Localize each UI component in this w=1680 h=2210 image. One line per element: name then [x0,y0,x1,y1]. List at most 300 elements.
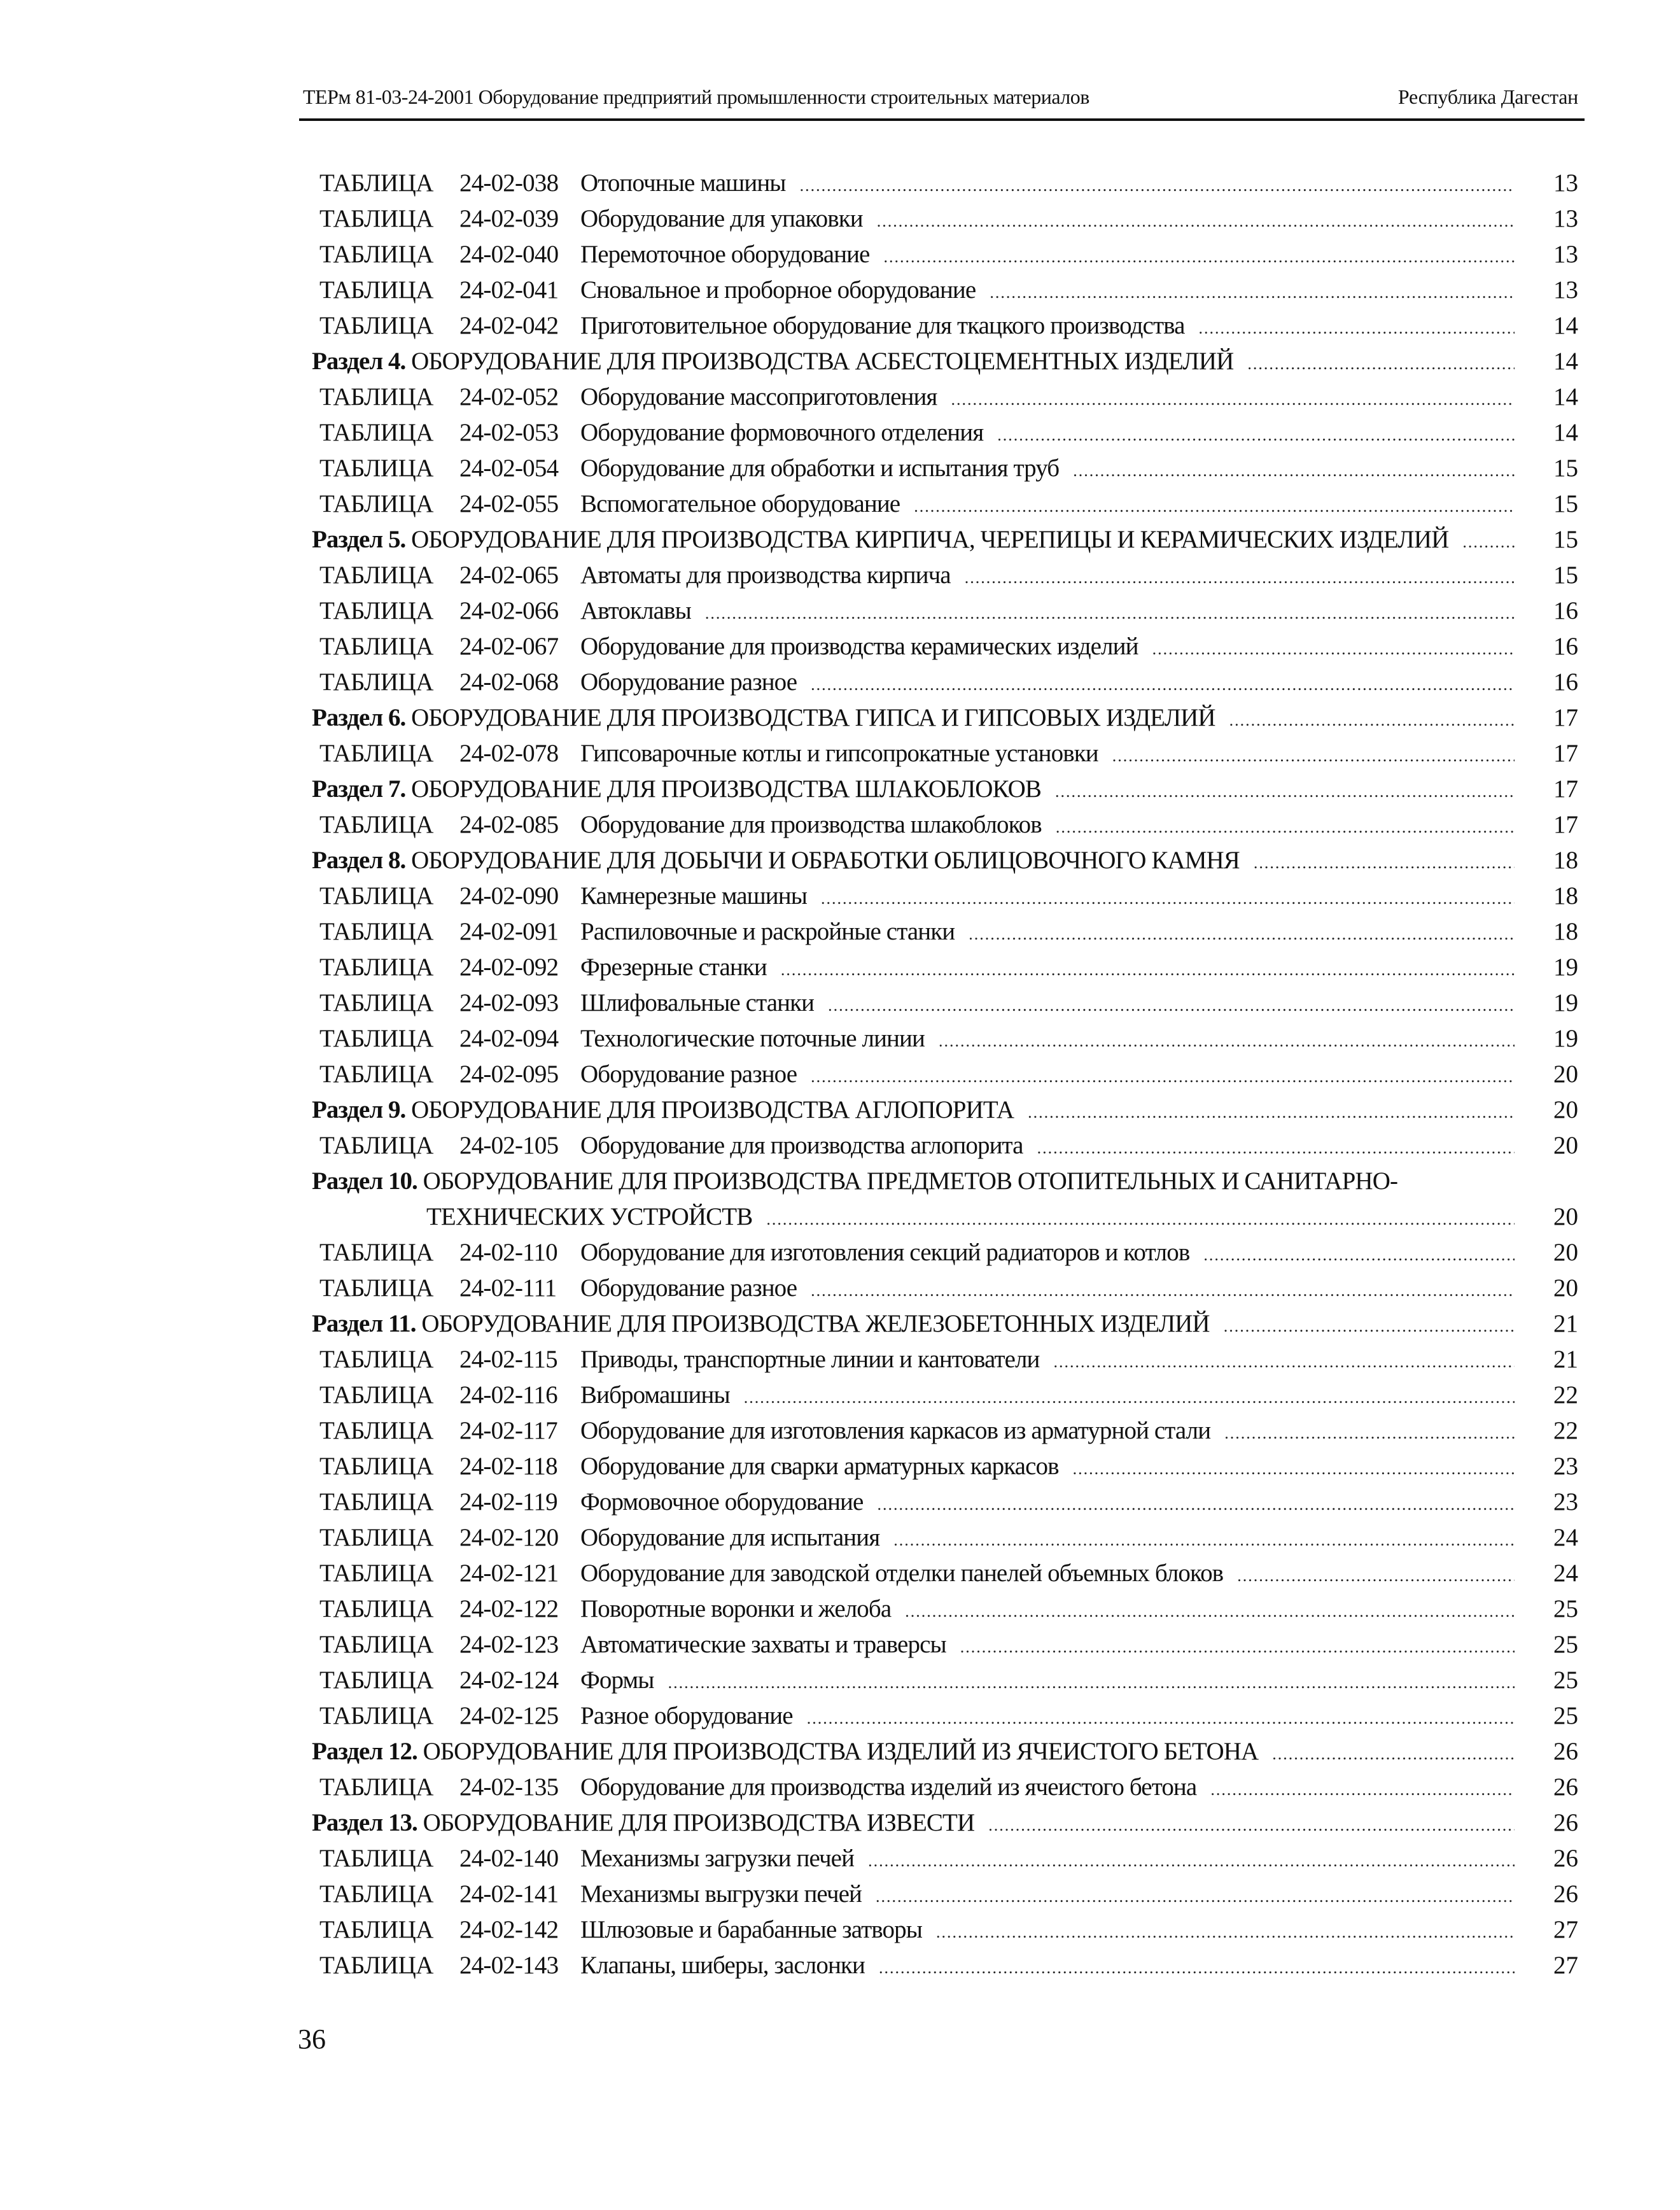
toc-table-entry[interactable] [312,950,1585,985]
entry-title-leader [312,344,1515,382]
dot-leader [811,1059,1515,1095]
table-title: Автоматические захваты и траверсы [580,1631,946,1658]
toc-table-entry[interactable] [312,593,1585,629]
table-code: 24-02-065 [459,561,559,589]
dot-leader [883,239,1515,275]
table-code: 24-02-116 [459,1381,557,1409]
toc-section-entry[interactable] [312,344,1585,379]
entry-title-leader [580,1021,1515,1059]
table-code: 24-02-121 [459,1559,559,1587]
table-title: Автоматы для производства кирпича [580,561,951,589]
table-title: Камнерезные машины [580,882,807,910]
entry-kind: ТАБЛИЦА [319,1132,433,1159]
toc-table-entry[interactable] [312,807,1585,843]
table-title: Оборудование для сварки арматурных каркасов [580,1453,1059,1480]
entry-title-leader [312,1805,1515,1843]
entry-kind: ТАБЛИЦА [319,419,433,446]
entry-kind: ТАБЛИЦА [319,1952,433,1979]
entry-title-leader [580,1377,1515,1416]
entry-title-leader [580,1270,1515,1309]
dot-leader [939,1024,1515,1059]
toc-table-entry[interactable] [312,1770,1585,1805]
entry-kind: ТАБЛИЦА [319,561,433,589]
entry-title-leader [580,1591,1515,1629]
entry-title-leader [580,201,1515,239]
section-heading [312,1164,1397,1199]
section-label: Раздел 9. [312,1096,406,1123]
entry-kind: ТАБЛИЦА [319,241,433,268]
toc-table-entry[interactable] [312,1128,1585,1164]
table-title: Приготовительное оборудование для ткацкого производства [580,312,1185,339]
entry-kind: ТАБЛИЦА [319,205,433,232]
toc-table-entry[interactable] [312,308,1585,344]
entry-title-leader [580,308,1515,346]
entry-kind: ТАБЛИЦА [319,1488,433,1516]
entry-kind: ТАБЛИЦА [319,918,433,945]
section-heading [312,1805,974,1841]
dot-leader [1210,1772,1515,1808]
table-title: Технологические поточные линии [580,1025,925,1052]
entry-kind: ТАБЛИЦА [319,989,433,1017]
toc-table-entry[interactable] [312,1876,1585,1912]
page-ref: 19 [1553,954,1578,981]
table-title: Автоклавы [580,597,691,624]
entry-kind: ТАБЛИЦА [319,811,433,838]
section-heading [312,700,1215,736]
entry-kind: ТАБЛИЦА [319,597,433,624]
page-ref: 25 [1553,1666,1578,1694]
toc-section-entry[interactable] [312,1805,1585,1841]
entry-kind: ТАБЛИЦА [319,1702,433,1729]
section-title-line2: ТЕХНИЧЕСКИХ УСТРОЙСТВ [426,1203,753,1230]
dot-leader [811,1273,1515,1309]
entry-title-leader [580,1876,1515,1915]
toc-table-entry[interactable] [312,878,1585,914]
table-code: 24-02-042 [459,312,559,339]
dot-leader [876,1879,1515,1915]
dot-leader [877,1487,1515,1523]
page-ref: 14 [1553,383,1578,411]
section-label: Раздел 12. [312,1738,417,1765]
toc-table-entry[interactable] [312,272,1585,308]
table-title: Оборудование для изготовления каркасов из арматурной стали [580,1417,1211,1444]
section-label: Раздел 8. [312,847,406,874]
entry-kind: ТАБЛИЦА [319,454,433,482]
entry-kind: ТАБЛИЦА [319,1417,433,1444]
dot-leader [811,667,1515,703]
section-title: ОБОРУДОВАНИЕ ДЛЯ ПРОИЗВОДСТВА ГИПСА И ГИПСОВЫХ ИЗДЕЛИЙ [411,704,1215,731]
entry-kind: ТАБЛИЦА [319,1025,433,1052]
table-title: Оборудование массоприготовления [580,383,937,411]
table-code: 24-02-123 [459,1631,559,1658]
table-code: 24-02-095 [459,1060,559,1088]
table-code: 24-02-110 [459,1239,557,1266]
entry-kind: ТАБЛИЦА [319,1880,433,1908]
entry-title-leader [580,950,1515,988]
entry-kind: ТАБЛИЦА [319,1239,433,1266]
entry-title-leader [312,771,1515,810]
dot-leader [1224,1309,1515,1344]
toc-section-entry[interactable] [312,1306,1585,1342]
dot-leader [1152,631,1515,667]
dot-leader [868,1843,1515,1879]
toc-table-entry[interactable] [312,415,1585,451]
table-title: Гипсоварочные котлы и гипсопрокатные установки [580,740,1098,767]
page-ref: 20 [1553,1203,1578,1230]
toc-table-entry[interactable] [312,914,1585,950]
entry-title-leader [580,629,1515,667]
dot-leader [828,988,1515,1024]
entry-kind: ТАБЛИЦА [319,383,433,411]
section-title: ОБОРУДОВАНИЕ ДЛЯ ПРОИЗВОДСТВА ШЛАКОБЛОКОВ [411,775,1041,803]
table-title: Клапаны, шиберы, заслонки [580,1952,865,1979]
page-ref: 19 [1553,989,1578,1017]
entry-title-leader [580,1912,1515,1950]
section-label: Раздел 13. [312,1809,417,1836]
entry-title-leader [580,1057,1515,1095]
entry-kind: ТАБЛИЦА [319,1631,433,1658]
page-ref: 18 [1553,918,1578,945]
dot-leader [1028,1095,1515,1130]
dot-leader [1203,1237,1515,1273]
section-title: ОБОРУДОВАНИЕ ДЛЯ ПРОИЗВОДСТВА ИЗДЕЛИЙ ИЗ ЯЧЕИСТОГО БЕТОНА [423,1738,1259,1765]
entry-kind: ТАБЛИЦА [319,1666,433,1694]
toc-table-entry[interactable] [312,1556,1585,1591]
dot-leader [1056,810,1515,845]
entry-kind: ТАБЛИЦА [319,1524,433,1551]
dot-leader [877,204,1515,239]
entry-title-leader [312,700,1515,738]
entry-title-leader [580,272,1515,311]
entry-kind: ТАБЛИЦА [319,1916,433,1943]
page-ref: 18 [1553,847,1578,874]
entry-kind: ТАБЛИЦА [319,1595,433,1622]
table-code: 24-02-125 [459,1702,559,1729]
page-ref: 16 [1553,668,1578,696]
table-code: 24-02-120 [459,1524,559,1551]
toc-table-entry[interactable] [312,451,1585,486]
table-of-contents [312,165,1585,1983]
page-ref: 26 [1553,1809,1578,1836]
toc-table-entry[interactable] [312,1912,1585,1948]
table-code: 24-02-091 [459,918,559,945]
dot-leader [821,881,1515,917]
table-title: Оборудование для производства керамических изделий [580,633,1138,660]
section-title: ОБОРУДОВАНИЕ ДЛЯ ПРОИЗВОДСТВА ИЗВЕСТИ [423,1809,975,1836]
section-label: Раздел 11. [312,1310,416,1337]
dot-leader [1055,774,1515,810]
dot-leader [951,382,1515,418]
table-title: Оборудование для производства шлакоблоков [580,811,1042,838]
table-code: 24-02-143 [459,1952,559,1979]
dot-leader [1199,311,1515,346]
page-ref: 13 [1553,169,1578,197]
dot-leader [1229,703,1515,738]
table-code: 24-02-053 [459,419,559,446]
table-code: 24-02-142 [459,1916,559,1943]
entry-kind: ТАБЛИЦА [319,882,433,910]
table-code: 24-02-066 [459,597,559,624]
table-title: Механизмы загрузки печей [580,1845,855,1872]
dot-leader [800,168,1515,204]
section-heading [312,843,1240,878]
entry-title-leader [580,1235,1515,1273]
entry-kind: ТАБЛИЦА [319,169,433,197]
page-ref: 19 [1553,1025,1578,1052]
section-heading [312,344,1233,379]
entry-title-leader [580,1413,1515,1451]
page-ref: 21 [1553,1346,1578,1373]
entry-kind: ТАБЛИЦА [319,740,433,767]
toc-table-entry[interactable] [312,629,1585,665]
section-label: Раздел 6. [312,704,406,731]
page-ref: 20 [1553,1132,1578,1159]
page-ref: 22 [1553,1381,1578,1409]
page-ref: 23 [1553,1488,1578,1516]
table-code: 24-02-067 [459,633,559,660]
entry-title-leader [580,451,1515,489]
toc-section-entry[interactable] [312,1164,1585,1199]
table-title: Шлюзовые и барабанные затворы [580,1916,923,1943]
entry-title-leader [580,1627,1515,1665]
dot-leader [1112,738,1515,774]
page-ref: 23 [1553,1453,1578,1480]
section-title: ОБОРУДОВАНИЕ ДЛЯ ПРОИЗВОДСТВА АСБЕСТОЦЕМЕНТНЫХ ИЗДЕЛИЙ [411,348,1234,375]
header-document-title: ТЕРм 81-03-24-2001 Оборудование предприятий промышленности строительных материалов [303,85,1089,108]
dot-leader [1272,1736,1515,1772]
toc-table-entry[interactable] [312,1057,1585,1092]
toc-table-entry[interactable] [312,1270,1585,1306]
dot-leader [705,596,1515,631]
page-ref: 15 [1553,454,1578,482]
toc-section-entry[interactable] [312,700,1585,736]
entry-title-leader [580,807,1515,845]
toc-section-entry[interactable] [312,1092,1585,1128]
toc-table-entry[interactable] [312,486,1585,522]
section-label: Раздел 5. [312,526,406,553]
table-code: 24-02-094 [459,1025,559,1052]
dot-leader [879,1950,1515,1986]
toc-table-entry[interactable] [312,1377,1585,1413]
page-number: 36 [298,2023,326,2055]
entry-kind: ТАБЛИЦА [319,1381,433,1409]
table-title: Фрезерные станки [580,954,767,981]
entry-title-leader [580,1841,1515,1879]
entry-title-leader [312,1734,1515,1772]
toc-table-entry[interactable] [312,1021,1585,1057]
table-code: 24-02-054 [459,454,559,482]
page-ref: 13 [1553,205,1578,232]
running-header [299,81,1585,121]
page-ref: 22 [1553,1417,1578,1444]
entry-title-leader [580,1663,1515,1701]
table-title: Оборудование для производства изделий из ячеистого бетона [580,1773,1197,1801]
toc-table-entry[interactable] [312,1948,1585,1983]
header-region: Республика Дагестан [1397,85,1578,108]
toc-section-entry[interactable] [312,1734,1585,1770]
dot-leader [969,917,1515,952]
table-title: Оборудование для заводской отделки панелей объемных блоков [580,1559,1224,1587]
section-heading [312,1306,1210,1342]
table-code: 24-02-041 [459,276,559,304]
entry-title-leader [580,593,1515,631]
dot-leader [893,1523,1515,1558]
toc-table-entry[interactable] [312,1449,1585,1484]
page-ref: 26 [1553,1845,1578,1872]
page-ref: 16 [1553,633,1578,660]
dot-leader [965,560,1515,596]
entry-title-leader [580,379,1515,418]
page-ref: 20 [1553,1096,1578,1123]
table-code: 24-02-119 [459,1488,557,1516]
dot-leader [1037,1130,1515,1166]
page-ref: 25 [1553,1702,1578,1729]
section-title-line1: ОБОРУДОВАНИЕ ДЛЯ ПРОИЗВОДСТВА ПРЕДМЕТОВ ОТОПИТЕЛЬНЫХ И САНИТАРНО- [423,1167,1398,1195]
entry-title-leader [580,415,1515,453]
page-ref: 18 [1553,882,1578,910]
entry-kind: ТАБЛИЦА [319,954,433,981]
table-code: 24-02-038 [459,169,559,197]
toc-section-entry[interactable] [312,771,1585,807]
entry-kind: ТАБЛИЦА [319,1845,433,1872]
page-ref: 15 [1553,490,1578,517]
page-ref: 20 [1553,1274,1578,1302]
page-ref: 17 [1553,775,1578,803]
entry-title-leader [580,914,1515,952]
table-title: Оборудование разное [580,1060,797,1088]
dot-leader [1054,1344,1515,1380]
table-title: Оборудование формовочного отделения [580,419,984,446]
section-label: Раздел 4. [312,348,406,375]
entry-kind: ТАБЛИЦА [319,1773,433,1801]
table-code: 24-02-090 [459,882,559,910]
table-code: 24-02-141 [459,1880,559,1908]
table-code: 24-02-052 [459,383,559,411]
toc-table-entry[interactable] [312,165,1585,201]
toc-table-entry[interactable] [312,736,1585,771]
page-ref: 13 [1553,241,1578,268]
toc-section-entry[interactable] [312,843,1585,878]
table-code: 24-02-092 [459,954,559,981]
toc-table-entry[interactable] [312,665,1585,700]
entry-title-leader [580,558,1515,596]
section-heading [312,771,1041,807]
page-ref: 25 [1553,1595,1578,1622]
dot-leader [1254,845,1515,881]
entry-title-leader [312,522,1515,560]
entry-kind: ТАБЛИЦА [319,633,433,660]
table-code: 24-02-111 [459,1274,557,1302]
entry-kind: ТАБЛИЦА [319,668,433,696]
entry-title-leader [580,1484,1515,1523]
toc-table-entry[interactable] [312,1591,1585,1627]
entry-title-leader [580,1770,1515,1808]
toc-section-entry[interactable] [312,522,1585,558]
toc-table-entry[interactable] [312,379,1585,415]
table-title: Оборудование для изготовления секций радиаторов и котлов [580,1239,1190,1266]
dot-leader [744,1380,1515,1416]
entry-title-leader [580,1520,1515,1558]
dot-leader [1462,524,1515,560]
page-ref: 15 [1553,526,1578,553]
table-code: 24-02-039 [459,205,559,232]
toc-table-entry[interactable] [312,1520,1585,1556]
table-code: 24-02-140 [459,1845,559,1872]
toc-table-entry[interactable] [312,558,1585,593]
table-code: 24-02-078 [459,740,559,767]
entry-title-leader [580,486,1515,524]
entry-title-leader [580,1698,1515,1736]
page-ref: 24 [1553,1524,1578,1551]
table-code: 24-02-055 [459,490,559,517]
entry-title-leader [580,1342,1515,1380]
entry-title-leader [580,665,1515,703]
dot-leader [914,489,1515,524]
table-title: Перемоточное оборудование [580,241,870,268]
toc-table-entry[interactable] [312,1698,1585,1734]
table-title: Шлифовальные станки [580,989,815,1017]
entry-kind: ТАБЛИЦА [319,1274,433,1302]
page-ref: 13 [1553,276,1578,304]
table-code: 24-02-085 [459,811,559,838]
dot-leader [905,1594,1515,1629]
section-label: Раздел 10. [312,1167,417,1195]
table-title: Поворотные воронки и желоба [580,1595,892,1622]
dot-leader [1073,453,1515,489]
entry-title-leader [580,165,1515,204]
entry-title-leader [580,1556,1515,1594]
entry-title-leader [312,1092,1515,1130]
entry-title-leader [580,1948,1515,1986]
table-title: Оборудование разное [580,668,797,696]
entry-kind: ТАБЛИЦА [319,1453,433,1480]
toc-table-entry[interactable] [312,237,1585,272]
page-ref: 27 [1553,1952,1578,1979]
table-title: Разное оборудование [580,1702,793,1729]
toc-table-entry[interactable] [312,1235,1585,1270]
entry-title-leader [312,843,1515,881]
entry-kind: ТАБЛИЦА [319,490,433,517]
dot-leader [1073,1451,1515,1487]
entry-kind: ТАБЛИЦА [319,1060,433,1088]
dot-leader [997,418,1515,453]
table-title: Приводы, транспортные линии и кантователи [580,1346,1040,1373]
section-title: ОБОРУДОВАНИЕ ДЛЯ ДОБЫЧИ И ОБРАБОТКИ ОБЛИЦОВОЧНОГО КАМНЯ [411,847,1240,874]
toc-table-entry[interactable] [312,985,1585,1021]
entry-kind: ТАБЛИЦА [319,1559,433,1587]
entry-title-leader [580,237,1515,275]
entry-title-leader [312,1306,1515,1344]
toc-table-entry[interactable] [312,1841,1585,1876]
dot-leader [1237,1558,1515,1594]
page-ref: 26 [1553,1773,1578,1801]
toc-table-entry[interactable] [312,1342,1585,1377]
page-ref: 17 [1553,811,1578,838]
toc-section-continuation [312,1199,1585,1235]
page-ref: 25 [1553,1631,1578,1658]
toc-table-entry[interactable] [312,1413,1585,1449]
table-title: Оборудование для упаковки [580,205,863,232]
toc-table-entry[interactable] [312,1627,1585,1663]
page-ref: 27 [1553,1916,1578,1943]
section-label: Раздел 7. [312,775,406,803]
entry-title-leader [580,736,1515,774]
toc-table-entry[interactable] [312,1663,1585,1698]
toc-table-entry[interactable] [312,201,1585,237]
entry-title-leader [580,1449,1515,1487]
dot-leader [1224,1416,1515,1451]
toc-table-entry[interactable] [312,1484,1585,1520]
